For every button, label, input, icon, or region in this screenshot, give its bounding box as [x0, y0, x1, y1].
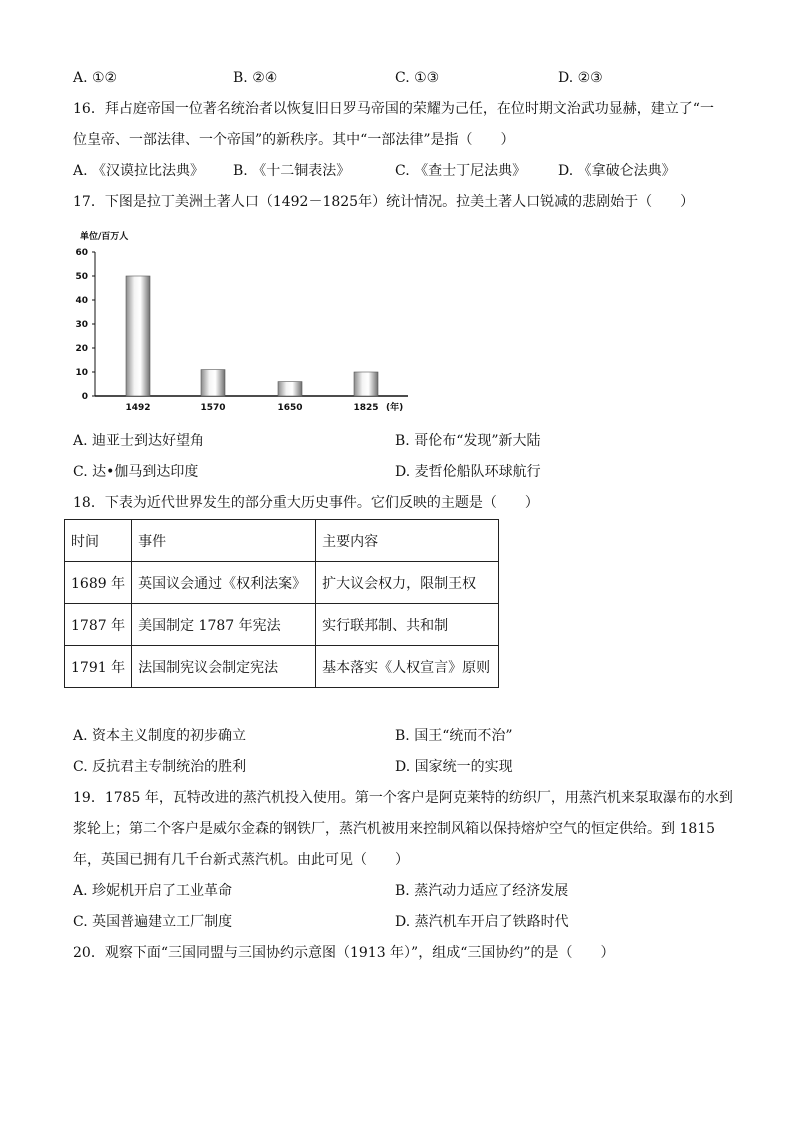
table-cell: 英国议会通过《权利法案》: [132, 562, 316, 604]
q15-option-a: A. ①②: [73, 70, 118, 86]
chart-y-unit-label: 单位/百万人: [80, 232, 129, 242]
q16-option-d: D. 《拿破仑法典》: [558, 163, 676, 179]
q18-option-a: A. 资本主义制度的初步确立: [73, 728, 247, 744]
q16-stem-line1: 16．拜占庭帝国一位著名统治者以恢复旧日罗马帝国的荣耀为己任，在位时期文治武功显赫，建立了“一: [73, 101, 714, 117]
chart-x-tick-label: 1492: [125, 403, 151, 413]
q18-stem: 18．下表为近代世界发生的部分重大历史事件。它们反映的主题是（ ）: [73, 495, 539, 511]
chart-y-tick-label: 0: [81, 392, 88, 402]
table-row: [65, 646, 499, 688]
table-cell: 美国制定 1787 年宪法: [132, 604, 316, 646]
chart-bar-1650: [278, 382, 302, 396]
chart-y-tick-label: 20: [75, 344, 88, 354]
chart-y-tick-label: 30: [75, 320, 88, 330]
q16-option-b: B. 《十二铜表法》: [233, 163, 351, 179]
chart-bar-1825: [354, 372, 378, 396]
table-cell: 扩大议会权力，限制王权: [316, 562, 499, 604]
chart-x-tick-label: 1825: [353, 403, 379, 413]
q15-option-c: C. ①③: [395, 70, 440, 86]
q17-option-c: C. 达•伽马到达印度: [73, 464, 199, 480]
table-row: [65, 604, 499, 646]
q19-stem-line1: 19．1785 年，瓦特改进的蒸汽机投入使用。第一个客户是阿克莱特的纺织厂，用蒸汽机来泵取瀑布的水到: [73, 790, 733, 806]
chart-y-tick-label: 60: [75, 248, 88, 258]
q17-option-d: D. 麦哲伦船队环球航行: [395, 464, 541, 480]
chart-bar-1492: [126, 276, 150, 396]
population-bar-chart: [68, 226, 418, 418]
q18-option-b: B. 国王“统而不治”: [395, 728, 513, 744]
chart-x-tick-label: 1650: [277, 403, 303, 413]
q19-option-b: B. 蒸汽动力适应了经济发展: [395, 883, 569, 899]
q16-option-c: C. 《查士丁尼法典》: [395, 163, 527, 179]
q18-option-c: C. 反抗君主专制统治的胜利: [73, 759, 247, 775]
table-header-cell: 时间: [65, 520, 132, 562]
q20-stem: 20．观察下面“三国同盟与三国协约示意图（1913 年）”，组成“三国协约”的是（ ）: [73, 945, 615, 961]
table-cell: 法国制宪议会制定宪法: [132, 646, 316, 688]
q15-option-b: B. ②④: [233, 70, 278, 86]
chart-bar-1570: [201, 370, 225, 396]
table-header-cell: 主要内容: [316, 520, 499, 562]
chart-x-unit-label: (年): [386, 403, 404, 413]
q19-option-a: A. 珍妮机开启了工业革命: [73, 883, 233, 899]
chart-x-tick-label: 1570: [200, 403, 226, 413]
chart-y-tick-label: 10: [75, 368, 88, 378]
chart-y-tick-label: 40: [75, 296, 88, 306]
table-cell: 1791 年: [65, 646, 132, 688]
table-cell: 1689 年: [65, 562, 132, 604]
q15-option-d: D. ②③: [558, 70, 603, 86]
q18-option-d: D. 国家统一的实现: [395, 759, 513, 775]
table-cell: 基本落实《人权宣言》原则: [316, 646, 499, 688]
q19-option-c: C. 英国普遍建立工厂制度: [73, 914, 233, 930]
q17-option-b: B. 哥伦布“发现”新大陆: [395, 433, 541, 449]
table-header-row: [65, 520, 499, 562]
table-cell: 1787 年: [65, 604, 132, 646]
q19-stem-line3: 年，英国已拥有几千台新式蒸汽机。由此可见（ ）: [73, 852, 409, 868]
table-row: [65, 562, 499, 604]
chart-y-tick-label: 50: [75, 272, 88, 282]
table-header-cell: 事件: [132, 520, 316, 562]
q17-stem: 17．下图是拉丁美洲土著人口（1492－1825年）统计情况。拉美土著人口锐减的悲剧始于（ ）: [73, 194, 695, 210]
table-cell: 实行联邦制、共和制: [316, 604, 499, 646]
q16-option-a: A. 《汉谟拉比法典》: [73, 163, 205, 179]
q16-stem-line2: 位皇帝、一部法律、一个帝国”的新秩序。其中“一部法律”是指（ ）: [73, 132, 515, 148]
q19-option-d: D. 蒸汽机车开启了铁路时代: [395, 914, 569, 930]
events-table: [64, 519, 499, 688]
q19-stem-line2: 浆轮上；第二个客户是威尔金森的钢铁厂，蒸汽机被用来控制风箱以保持熔炉空气的恒定供给。到 1815: [73, 821, 716, 837]
q17-option-a: A. 迪亚士到达好望角: [73, 433, 205, 449]
